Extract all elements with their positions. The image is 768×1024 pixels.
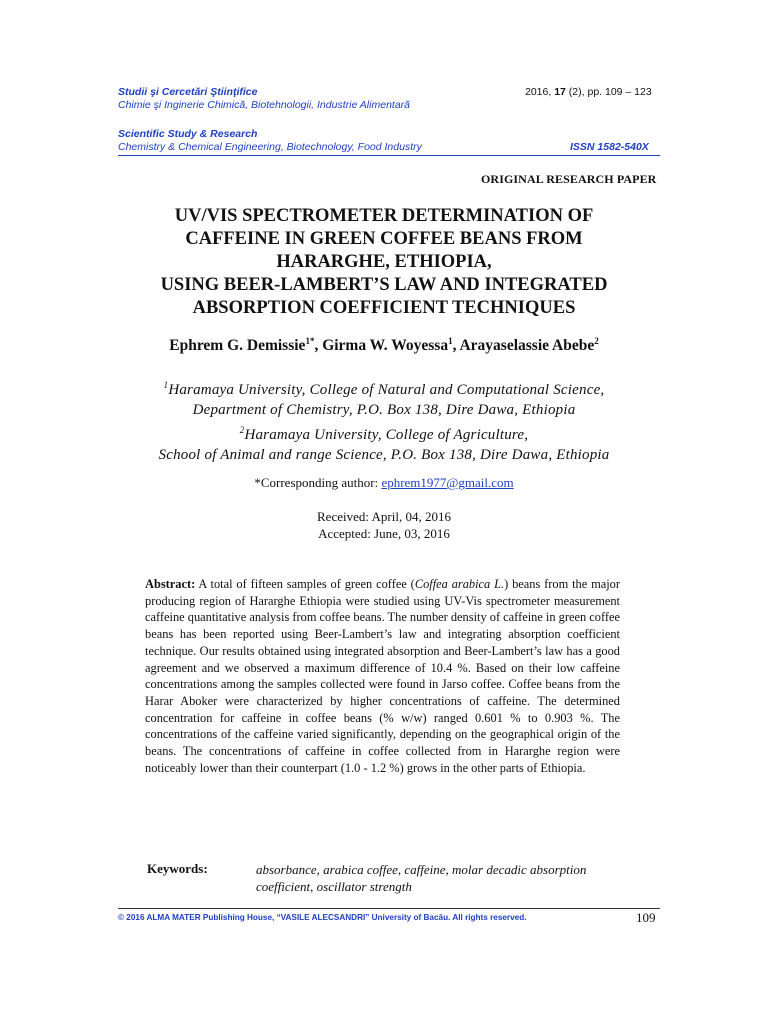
paper-title	[100, 205, 668, 320]
journal-header-ro	[118, 86, 410, 112]
title-line: HARARGHE, ETHIOPIA,	[276, 252, 492, 272]
copyright-notice: © 2016 ALMA MATER Publishing House, “VASILE ALECSANDRI” University of Bacău. All rights reserved.	[118, 913, 527, 922]
citation-prefix: 2016,	[525, 86, 555, 98]
citation	[525, 86, 652, 98]
affiliations	[60, 375, 708, 465]
authors: Ephrem G. Demissie$^{1*}$, Girma W. Woyessa$^1$, Arayaselassie Abebe$^2$	[169, 336, 599, 355]
citation-volume: 17	[554, 86, 566, 98]
affiliation-line: Department of Chemistry, P.O. Box 138, Dire Dawa, Ethiopia	[192, 402, 576, 418]
author-email-link[interactable]: ephrem1977@gmail.com	[381, 475, 514, 490]
journal-en-subtitle: Chemistry & Chemical Engineering, Biotechnology, Food Industry	[118, 141, 422, 153]
footer-rule	[118, 908, 660, 909]
author-affil-mark: 1*	[305, 336, 315, 346]
corresponding-label: *Corresponding author:	[254, 475, 382, 490]
received-date: Received: April, 04, 2016	[317, 509, 451, 524]
citation-suffix: (2), pp. 109 – 123	[565, 86, 652, 98]
author-name: Ephrem G. Demissie	[169, 337, 306, 355]
affiliation-line: Haramaya University, College of Agriculture,	[244, 427, 529, 443]
keywords-text: absorbance, arabica coffee, caffeine, molar decadic absorption coefficient, oscillator strength	[256, 862, 587, 894]
journal-header-en	[118, 128, 422, 154]
title-line: CAFFEINE IN GREEN COFFEE BEANS FROM	[185, 229, 583, 249]
journal-ro-title: Studii şi Cercetări Ştiinţifice	[118, 86, 258, 98]
issn: ISSN 1582-540X	[570, 141, 649, 153]
species-name: Coffea arabica L.	[414, 577, 505, 591]
page-number: 109	[636, 910, 656, 925]
title-line: UV/VIS SPECTROMETER DETERMINATION OF	[174, 206, 594, 226]
affiliation-line: School of Animal and range Science, P.O. Box 138, Dire Dawa, Ethiopia	[158, 447, 610, 463]
dates	[80, 508, 688, 542]
paper-type: ORIGINAL RESEARCH PAPER	[481, 172, 657, 186]
author-name: Girma W. Woyessa	[322, 337, 449, 355]
title-line: ABSORPTION COEFFICIENT TECHNIQUES	[192, 298, 576, 318]
journal-en-title: Scientific Study & Research	[118, 128, 258, 140]
author-name: Arayaselassie Abebe	[459, 337, 595, 355]
author-affil-mark: 1	[448, 336, 453, 346]
keywords-label: Keywords:	[147, 861, 208, 876]
abstract: Abstract: A total of fifteen samples of green coffee (Coffea arabica L.) beans from the major producing region of Hararghe Ethiopia were studied using UV-Vis spectrometer measurement caffeine quantitative analysis from coffee beans. The number density of caffeine in green coffee beans has been reported using Beer-Lambert’s law and integrating absorption coefficient technique. Our results obtained using integrated absorption and Beer-Lambert’s law has a good agreement and we observed a maximum difference of 10.4 %. Based on their low caffeine concentrations among the samples collected were found in Jarso coffee. Coffee beans from the Harar Aboker were characterized by higher concentrations of caffeine. The determined concentration for caffeine in coffee beans (% w/w) ranged 0.601 % to 0.903 %. The concentrations of the caffeine varied significantly, depending on the geographical origin of the beans. The concentrations of caffeine in coffee collected from in Hararghe region were noticeably lower than their counterpart (1.0 - 1.2 %) grows in the other parts of Ethiopia.	[145, 577, 621, 775]
affil-mark: 2	[239, 425, 245, 435]
journal-ro-subtitle: Chimie şi Inginerie Chimică, Biotehnologii, Industrie Alimentară	[118, 99, 410, 111]
header-rule	[118, 155, 660, 156]
affil-mark: 1	[163, 380, 169, 390]
author-affil-mark: 2	[594, 336, 599, 346]
accepted-date: Accepted: June, 03, 2016	[318, 526, 450, 541]
title-line: USING BEER-LAMBERT’S LAW AND INTEGRATED	[160, 275, 608, 295]
affiliation-line: Haramaya University, College of Natural and Computational Science,	[168, 382, 605, 398]
abstract-label: Abstract:	[145, 577, 196, 591]
corresponding-author	[80, 475, 688, 491]
